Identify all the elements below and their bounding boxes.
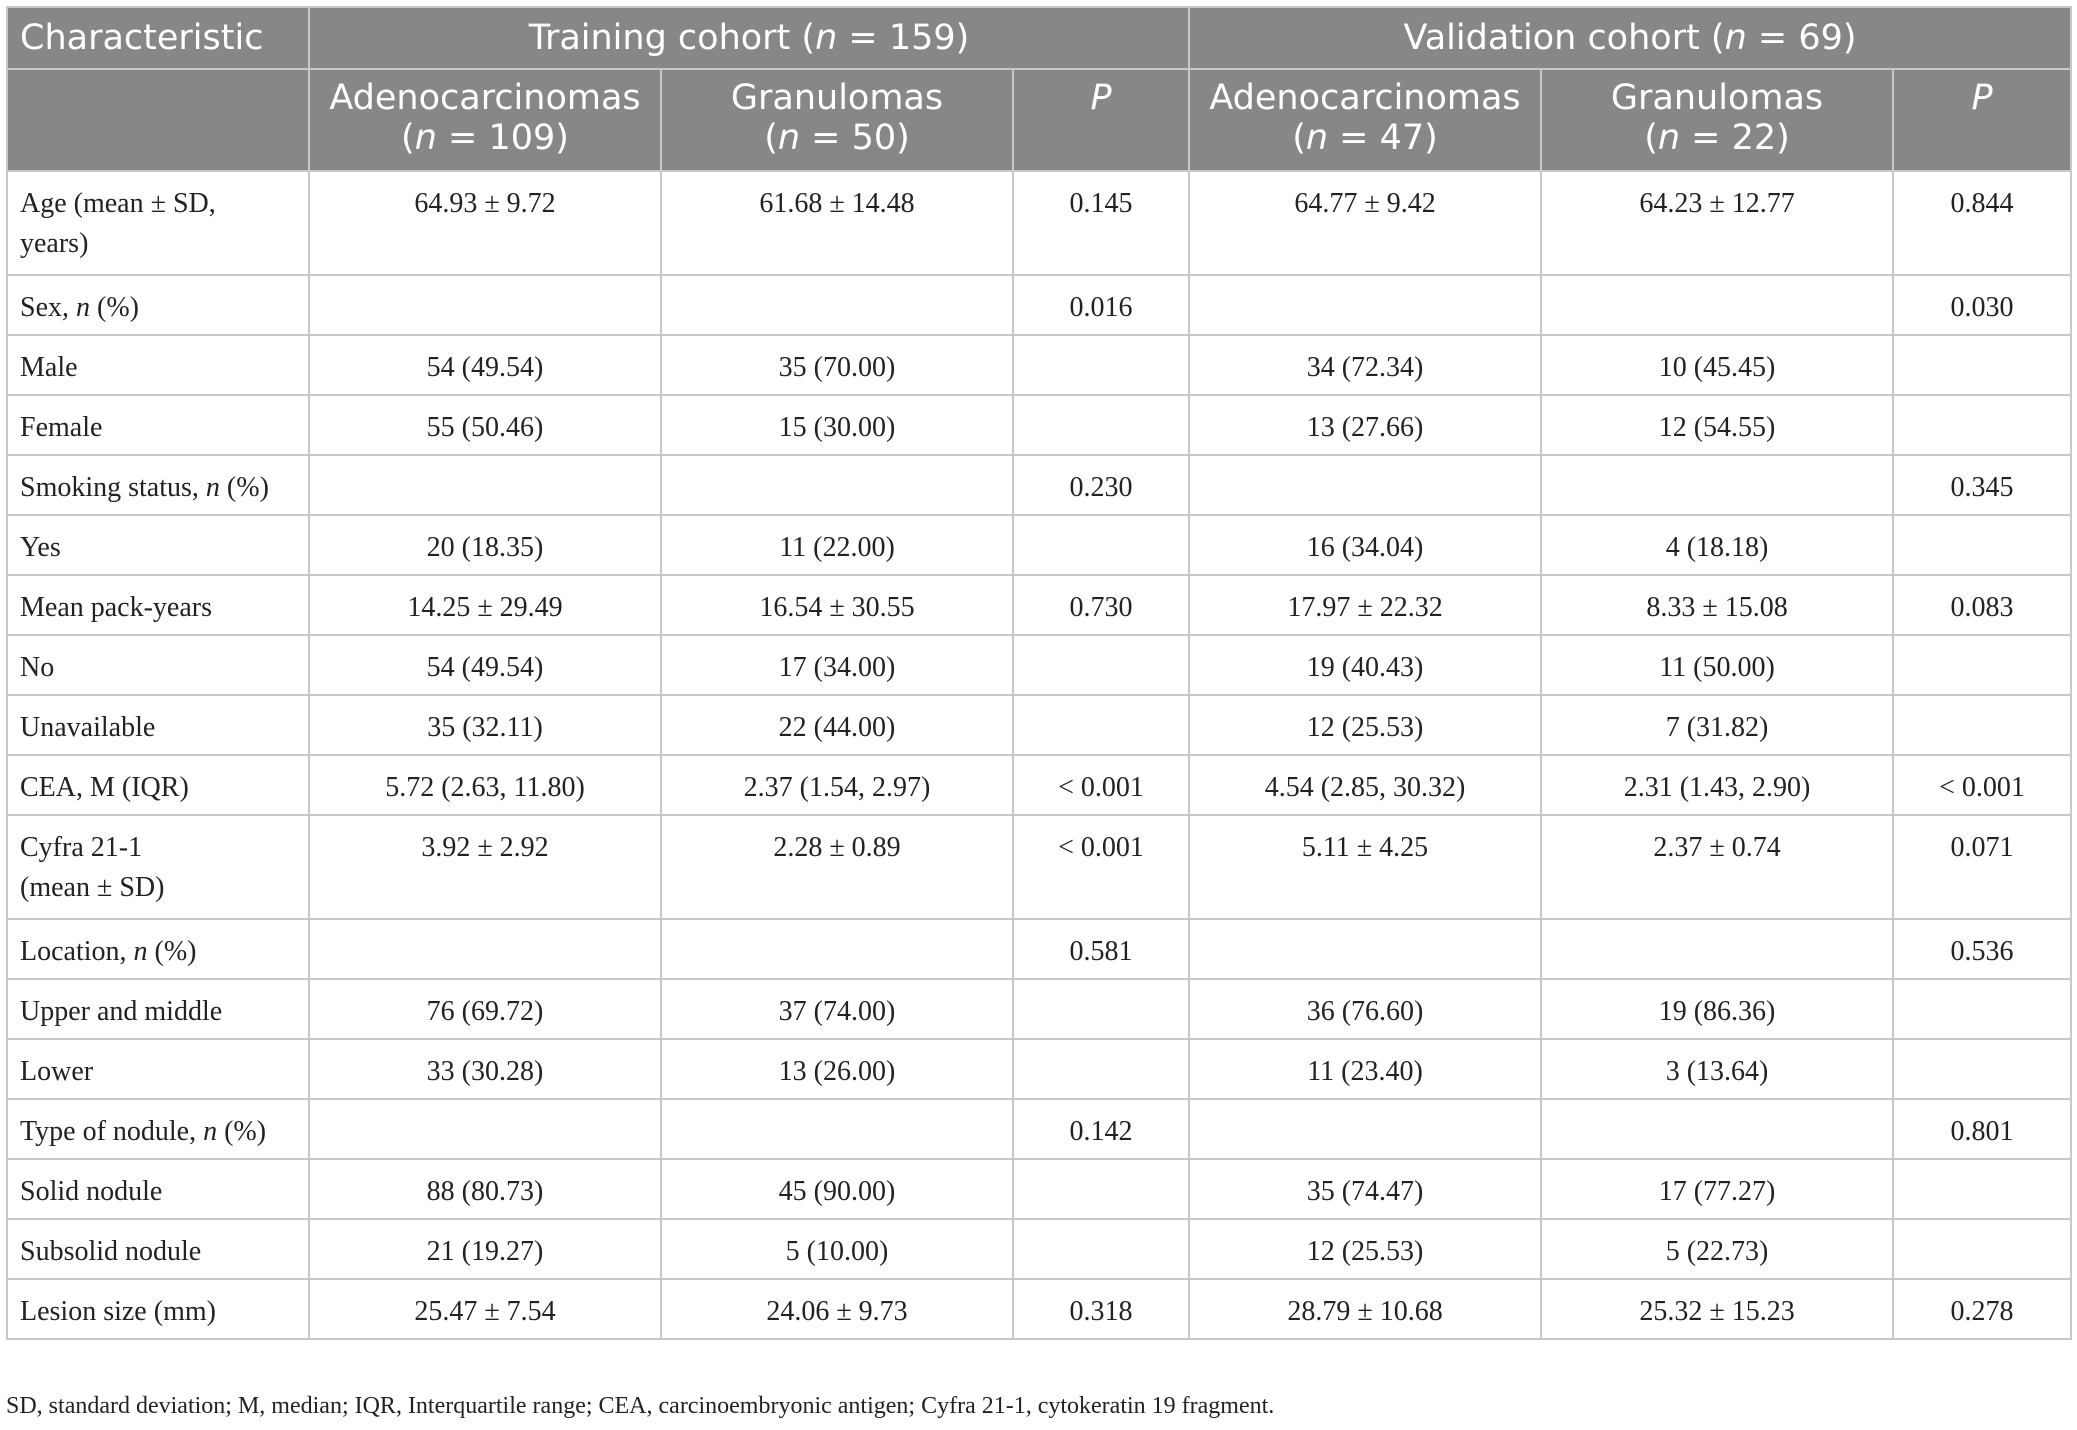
header-characteristic: Characteristic [7, 7, 309, 69]
table-container [6, 6, 2070, 1340]
row-label: Age (mean ± SD, years) [7, 171, 309, 275]
header-empty [7, 69, 309, 171]
table-cell [1893, 515, 2071, 575]
table-cell: 3.92 ± 2.92 [309, 815, 661, 919]
table-cell [1893, 335, 2071, 395]
table-cell: 13 (26.00) [661, 1039, 1013, 1099]
row-label: Smoking status, n (%) [7, 455, 309, 515]
table-cell [1189, 455, 1541, 515]
table-cell: 37 (74.00) [661, 979, 1013, 1039]
table-cell: 16 (34.04) [1189, 515, 1541, 575]
table-cell: 4.54 (2.85, 30.32) [1189, 755, 1541, 815]
table-cell [1541, 1099, 1893, 1159]
row-label: Lower [7, 1039, 309, 1099]
table-cell: 5.11 ± 4.25 [1189, 815, 1541, 919]
table-cell [309, 919, 661, 979]
table-cell: 2.37 (1.54, 2.97) [661, 755, 1013, 815]
table-cell: 0.016 [1013, 275, 1189, 335]
table-cell: 5 (10.00) [661, 1219, 1013, 1279]
table-cell [1013, 635, 1189, 695]
table-cell: 11 (50.00) [1541, 635, 1893, 695]
table-row-smoking-status [7, 455, 2071, 515]
table-cell: 11 (23.40) [1189, 1039, 1541, 1099]
table-row-lesion-size [7, 1279, 2071, 1339]
table-cell [1013, 1219, 1189, 1279]
row-label: Location, n (%) [7, 919, 309, 979]
table-cell: 22 (44.00) [661, 695, 1013, 755]
table-cell [1013, 515, 1189, 575]
table-cell: 25.32 ± 15.23 [1541, 1279, 1893, 1339]
row-label: Upper and middle [7, 979, 309, 1039]
table-row-unavailable [7, 695, 2071, 755]
table-cell [1013, 979, 1189, 1039]
table-cell: 19 (40.43) [1189, 635, 1541, 695]
table-cell: 5 (22.73) [1541, 1219, 1893, 1279]
table-row-mean-pack-years [7, 575, 2071, 635]
table-cell: 4 (18.18) [1541, 515, 1893, 575]
row-label: CEA, M (IQR) [7, 755, 309, 815]
table-cell: 25.47 ± 7.54 [309, 1279, 661, 1339]
table-cell [1541, 919, 1893, 979]
row-label: Solid nodule [7, 1159, 309, 1219]
table-cell: 15 (30.00) [661, 395, 1013, 455]
table-cell: 76 (69.72) [309, 979, 661, 1039]
table-cell: 35 (70.00) [661, 335, 1013, 395]
table-cell: 0.536 [1893, 919, 2071, 979]
table-cell [309, 455, 661, 515]
table-cell: 7 (31.82) [1541, 695, 1893, 755]
row-label: No [7, 635, 309, 695]
row-label: Subsolid nodule [7, 1219, 309, 1279]
table-cell: 16.54 ± 30.55 [661, 575, 1013, 635]
header-training-granulomas: Granulomas (n = 50) [661, 69, 1013, 171]
table-cell: 0.581 [1013, 919, 1189, 979]
table-cell: 12 (54.55) [1541, 395, 1893, 455]
table-cell: 88 (80.73) [309, 1159, 661, 1219]
table-row-solid-nodule [7, 1159, 2071, 1219]
table-cell: 0.145 [1013, 171, 1189, 275]
table-cell: 0.030 [1893, 275, 2071, 335]
table-cell: 64.23 ± 12.77 [1541, 171, 1893, 275]
table-cell: 55 (50.46) [309, 395, 661, 455]
row-label: Yes [7, 515, 309, 575]
table-cell [1189, 275, 1541, 335]
table-row-female [7, 395, 2071, 455]
table-cell: 64.77 ± 9.42 [1189, 171, 1541, 275]
characteristics-table [6, 6, 2072, 1340]
row-label: Unavailable [7, 695, 309, 755]
table-cell [1893, 1159, 2071, 1219]
table-row-type-of-nodule [7, 1099, 2071, 1159]
table-row-male [7, 335, 2071, 395]
row-label: Female [7, 395, 309, 455]
table-cell [1893, 395, 2071, 455]
table-cell: 36 (76.60) [1189, 979, 1541, 1039]
header-validation-adenocarcinomas: Adenocarcinomas (n = 47) [1189, 69, 1541, 171]
table-cell [1013, 335, 1189, 395]
table-cell: < 0.001 [1013, 755, 1189, 815]
table-cell [1541, 275, 1893, 335]
table-cell: 0.230 [1013, 455, 1189, 515]
table-cell: 35 (32.11) [309, 695, 661, 755]
table-cell: < 0.001 [1893, 755, 2071, 815]
table-cell [309, 275, 661, 335]
table-cell [1893, 1219, 2071, 1279]
table-cell: 5.72 (2.63, 11.80) [309, 755, 661, 815]
table-cell: 19 (86.36) [1541, 979, 1893, 1039]
table-cell: 0.071 [1893, 815, 2071, 919]
table-cell: 54 (49.54) [309, 635, 661, 695]
table-cell: 3 (13.64) [1541, 1039, 1893, 1099]
table-cell [1541, 455, 1893, 515]
table-cell: 54 (49.54) [309, 335, 661, 395]
table-cell: 12 (25.53) [1189, 695, 1541, 755]
table-row-sex [7, 275, 2071, 335]
table-cell: 0.083 [1893, 575, 2071, 635]
table-cell: 17.97 ± 22.32 [1189, 575, 1541, 635]
row-label: Mean pack-years [7, 575, 309, 635]
header-row-groups [7, 69, 2071, 171]
table-cell: 13 (27.66) [1189, 395, 1541, 455]
table-cell: 61.68 ± 14.48 [661, 171, 1013, 275]
table-cell: 33 (30.28) [309, 1039, 661, 1099]
table-cell [1893, 695, 2071, 755]
table-cell: 35 (74.47) [1189, 1159, 1541, 1219]
table-cell: 64.93 ± 9.72 [309, 171, 661, 275]
table-cell: 0.730 [1013, 575, 1189, 635]
table-row-subsolid-nodule [7, 1219, 2071, 1279]
table-cell [309, 1099, 661, 1159]
table-footnote: SD, standard deviation; M, median; IQR, Interquartile range; CEA, carcinoembryonic antigen; Cyfra 21-1, cytokeratin 19 fragment. [6, 1393, 1275, 1419]
table-row-lower [7, 1039, 2071, 1099]
table-cell: 11 (22.00) [661, 515, 1013, 575]
table-cell [1013, 1039, 1189, 1099]
table-row-location [7, 919, 2071, 979]
table-cell: 17 (34.00) [661, 635, 1013, 695]
table-cell [1893, 979, 2071, 1039]
header-validation-granulomas: Granulomas (n = 22) [1541, 69, 1893, 171]
header-training-adenocarcinomas: Adenocarcinomas (n = 109) [309, 69, 661, 171]
table-cell: 2.28 ± 0.89 [661, 815, 1013, 919]
table-cell: 0.345 [1893, 455, 2071, 515]
row-label: Lesion size (mm) [7, 1279, 309, 1339]
header-validation-cohort: Validation cohort (n = 69) [1189, 7, 2071, 69]
table-cell: 20 (18.35) [309, 515, 661, 575]
table-cell [1893, 1039, 2071, 1099]
table-cell: 24.06 ± 9.73 [661, 1279, 1013, 1339]
table-cell [661, 1099, 1013, 1159]
table-cell: 45 (90.00) [661, 1159, 1013, 1219]
table-row-no [7, 635, 2071, 695]
header-training-p: P [1013, 69, 1189, 171]
table-cell: 8.33 ± 15.08 [1541, 575, 1893, 635]
table-row-cea [7, 755, 2071, 815]
table-cell: 0.801 [1893, 1099, 2071, 1159]
header-validation-p: P [1893, 69, 2071, 171]
table-cell [1013, 395, 1189, 455]
table-cell [661, 919, 1013, 979]
table-cell: 2.37 ± 0.74 [1541, 815, 1893, 919]
table-cell: 28.79 ± 10.68 [1189, 1279, 1541, 1339]
row-label: Sex, n (%) [7, 275, 309, 335]
table-row-cyfra [7, 815, 2071, 919]
table-cell: 0.142 [1013, 1099, 1189, 1159]
table-cell: < 0.001 [1013, 815, 1189, 919]
table-cell: 34 (72.34) [1189, 335, 1541, 395]
table-cell [1893, 635, 2071, 695]
row-label: Male [7, 335, 309, 395]
table-cell [661, 455, 1013, 515]
table-cell [1189, 1099, 1541, 1159]
row-label: Cyfra 21-1 (mean ± SD) [7, 815, 309, 919]
table-cell [661, 275, 1013, 335]
table-cell [1189, 919, 1541, 979]
table-cell [1013, 1159, 1189, 1219]
table-cell: 17 (77.27) [1541, 1159, 1893, 1219]
table-cell: 0.844 [1893, 171, 2071, 275]
table-cell: 10 (45.45) [1541, 335, 1893, 395]
table-row-yes [7, 515, 2071, 575]
table-cell: 2.31 (1.43, 2.90) [1541, 755, 1893, 815]
table-cell: 14.25 ± 29.49 [309, 575, 661, 635]
table-cell: 0.318 [1013, 1279, 1189, 1339]
table-cell: 0.278 [1893, 1279, 2071, 1339]
table-row-upper-middle [7, 979, 2071, 1039]
header-row-cohorts [7, 7, 2071, 69]
table-row-age [7, 171, 2071, 275]
row-label: Type of nodule, n (%) [7, 1099, 309, 1159]
table-cell: 21 (19.27) [309, 1219, 661, 1279]
header-training-cohort: Training cohort (n = 159) [309, 7, 1189, 69]
table-cell [1013, 695, 1189, 755]
table-cell: 12 (25.53) [1189, 1219, 1541, 1279]
